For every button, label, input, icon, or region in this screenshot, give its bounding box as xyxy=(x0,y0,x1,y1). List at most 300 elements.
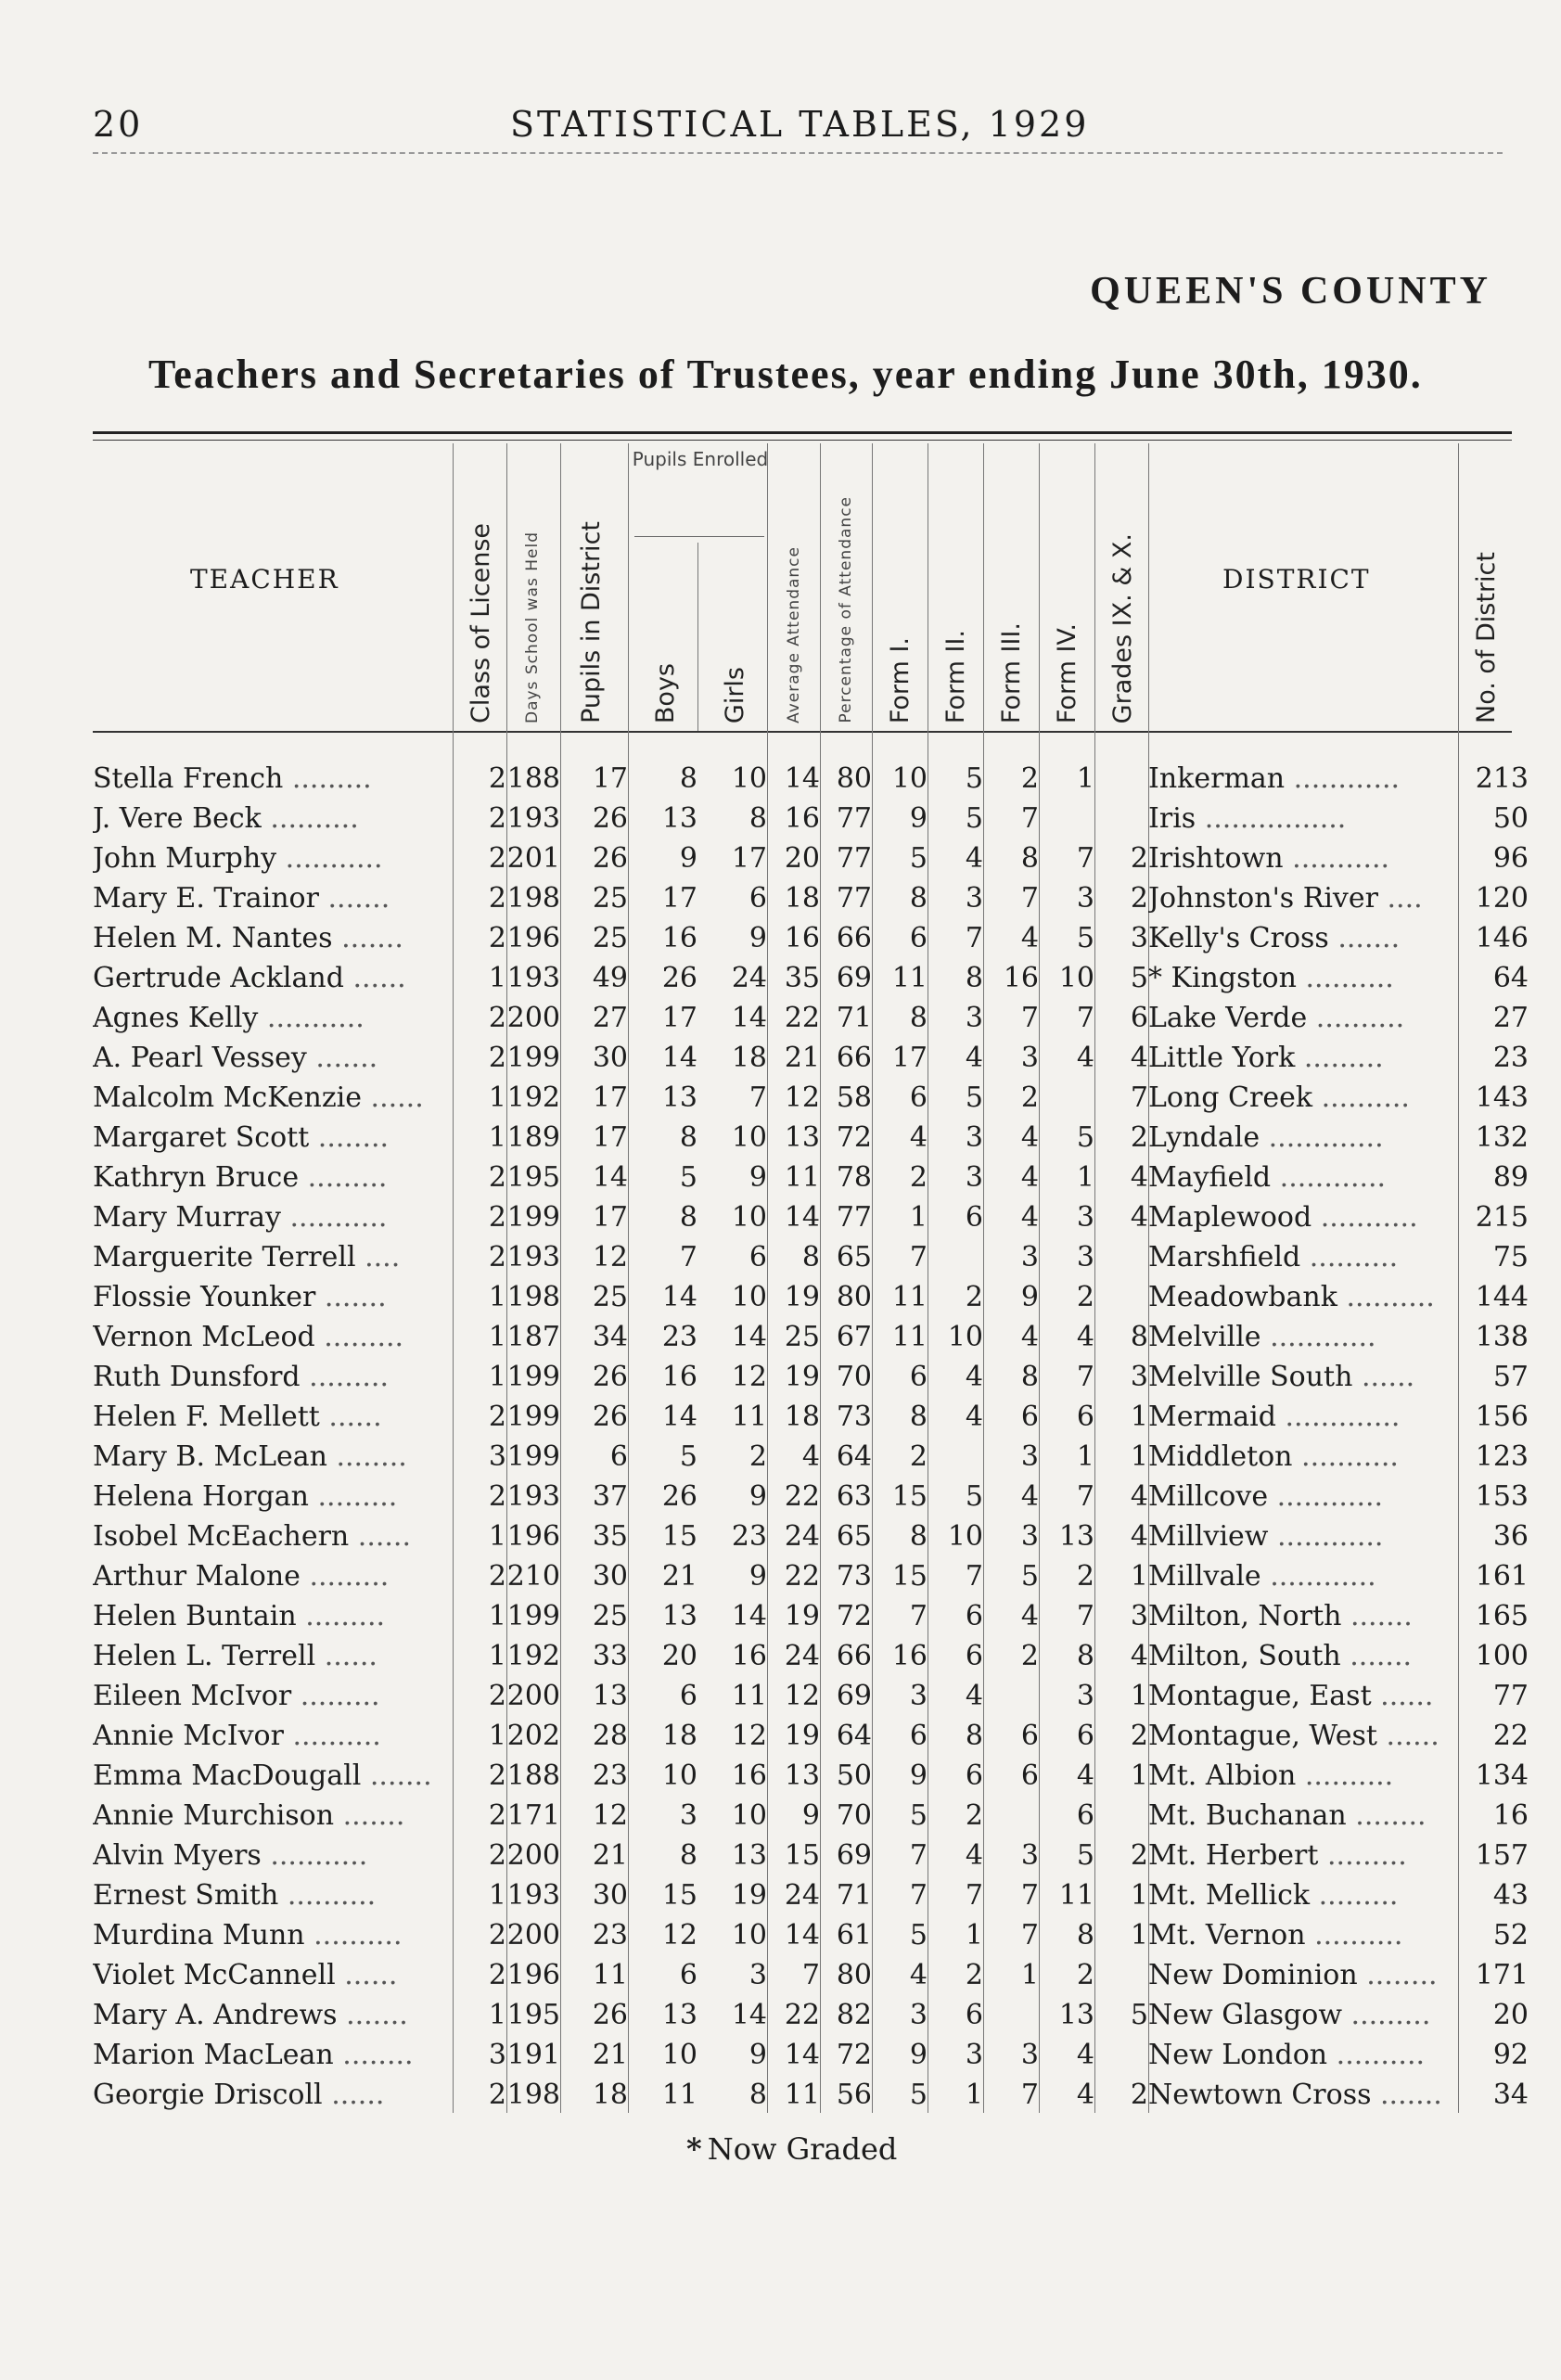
f4-cell: 2 xyxy=(1076,1560,1094,1593)
f2-cell: 2 xyxy=(965,1959,983,1991)
district-number-cell: 89 xyxy=(1492,1161,1529,1194)
pupils-cell: 17 xyxy=(592,1121,628,1154)
leader-dots: ...... xyxy=(362,1081,424,1114)
f4-cell: 5 xyxy=(1076,1121,1094,1154)
pct-cell: 72 xyxy=(836,1121,872,1154)
gr-cell: 1 xyxy=(1130,1919,1148,1951)
table-row xyxy=(93,1756,1529,1796)
gr-cell xyxy=(1094,799,1148,838)
leader-dots: .... xyxy=(1377,882,1423,915)
f2-cell: 5 xyxy=(965,1480,983,1513)
avg-cell: 16 xyxy=(784,922,820,954)
boys-cell: 21 xyxy=(661,1560,697,1593)
days-cell: 198 xyxy=(506,1281,560,1313)
pupils-cell: 26 xyxy=(592,1999,628,2031)
boys-cell: 8 xyxy=(679,1121,697,1154)
leader-dots: .......... xyxy=(1307,1002,1405,1034)
district-name: Melville xyxy=(1148,1321,1261,1353)
district-cell xyxy=(1148,1995,1473,2035)
f3-cell: 6 xyxy=(1020,1401,1039,1433)
f2-cell: 2 xyxy=(965,1281,983,1313)
cls-cell: 2 xyxy=(488,1480,506,1513)
teacher-cell xyxy=(93,1596,453,1636)
district-number-cell: 171 xyxy=(1475,1959,1529,1991)
district-cell xyxy=(1148,1796,1473,1836)
teacher-cell xyxy=(93,1118,453,1158)
leader-dots: ......... xyxy=(299,1161,388,1194)
col-header-days-held: Days School was Held xyxy=(522,531,542,723)
leader-dots: ........... xyxy=(280,1201,388,1234)
days-cell: 193 xyxy=(506,1879,560,1912)
boys-cell: 13 xyxy=(661,1081,697,1114)
f3-cell: 8 xyxy=(1020,1361,1039,1393)
leader-dots: .......... xyxy=(283,1720,381,1752)
district-name: New Dominion xyxy=(1148,1959,1358,1991)
pct-cell: 65 xyxy=(836,1520,872,1553)
table-top-rule xyxy=(93,431,1512,434)
pct-cell: 65 xyxy=(836,1241,872,1273)
cls-cell: 1 xyxy=(488,1520,506,1553)
leader-dots: ........... xyxy=(261,1839,368,1872)
district-name: Milton, South xyxy=(1148,1640,1341,1672)
days-cell: 192 xyxy=(506,1081,560,1114)
girls-cell: 6 xyxy=(749,882,767,915)
gr-cell: 1 xyxy=(1130,1879,1148,1912)
district-cell xyxy=(1148,1197,1473,1237)
teacher-cell xyxy=(93,1158,453,1197)
f4-cell: 4 xyxy=(1076,1321,1094,1353)
table-row xyxy=(93,1796,1529,1836)
f2-cell xyxy=(928,1437,983,1477)
boys-cell: 26 xyxy=(661,962,697,994)
district-name: Kelly's Cross xyxy=(1148,922,1329,954)
teacher-cell xyxy=(93,2035,453,2075)
pct-cell: 50 xyxy=(836,1759,872,1792)
gr-cell: 5 xyxy=(1130,962,1148,994)
f3-cell: 7 xyxy=(1020,1879,1039,1912)
girls-cell: 9 xyxy=(749,2039,767,2071)
leader-dots: ......... xyxy=(296,1600,386,1632)
table-row xyxy=(93,1556,1529,1596)
teacher-name: Mary Murray xyxy=(93,1201,281,1234)
leader-dots: ......... xyxy=(283,762,372,795)
leader-dots: ......... xyxy=(1310,1879,1399,1912)
avg-cell: 9 xyxy=(801,1799,820,1832)
boys-cell: 17 xyxy=(661,882,697,915)
days-cell: 193 xyxy=(506,1241,560,1273)
boys-cell: 6 xyxy=(679,1959,697,1991)
district-number-cell: 36 xyxy=(1492,1520,1529,1553)
table-row xyxy=(93,838,1529,878)
pupils-cell: 6 xyxy=(609,1440,628,1473)
table-row xyxy=(93,1357,1529,1397)
pupils-cell: 26 xyxy=(592,842,628,875)
district-name: Montague, East xyxy=(1148,1680,1372,1712)
district-cell xyxy=(1148,2035,1473,2075)
leader-dots: ........... xyxy=(1311,1201,1418,1234)
gr-cell: 2 xyxy=(1130,1720,1148,1752)
district-name: Iris xyxy=(1148,802,1196,835)
teacher-name: Ruth Dunsford xyxy=(93,1361,301,1393)
teacher-cell xyxy=(93,1636,453,1676)
district-cell xyxy=(1148,1437,1473,1477)
gr-cell: 4 xyxy=(1130,1520,1148,1553)
f1-cell: 5 xyxy=(909,2079,928,2111)
pct-cell: 80 xyxy=(836,1281,872,1313)
avg-cell: 18 xyxy=(784,1401,820,1433)
f2-cell: 6 xyxy=(965,1201,983,1234)
pupils-cell: 49 xyxy=(592,962,628,994)
gr-cell: 5 xyxy=(1130,1999,1148,2031)
days-cell: 198 xyxy=(506,2079,560,2111)
teacher-name: Vernon McLeod xyxy=(93,1321,315,1353)
girls-cell: 24 xyxy=(731,962,767,994)
f2-cell: 10 xyxy=(947,1321,983,1353)
district-name: Montague, West xyxy=(1148,1720,1377,1752)
avg-cell: 8 xyxy=(801,1241,820,1273)
district-number-cell: 123 xyxy=(1475,1440,1529,1473)
district-cell xyxy=(1148,1477,1473,1516)
f1-cell: 7 xyxy=(909,1879,928,1912)
f4-cell: 5 xyxy=(1076,922,1094,954)
district-name: New Glasgow xyxy=(1148,1999,1343,2031)
avg-cell: 11 xyxy=(784,1161,820,1194)
leader-dots: ............ xyxy=(1260,1560,1376,1593)
leader-dots: ........ xyxy=(333,2039,414,2071)
cls-cell: 1 xyxy=(488,1640,506,1672)
col-header-class-of-license: Class of License xyxy=(466,522,495,723)
pct-cell: 80 xyxy=(836,1959,872,1991)
teacher-cell xyxy=(93,1915,453,1955)
boys-cell: 13 xyxy=(661,802,697,835)
table-row xyxy=(93,1197,1529,1237)
f4-cell: 1 xyxy=(1076,1440,1094,1473)
girls-cell: 19 xyxy=(731,1879,767,1912)
teacher-cell xyxy=(93,2075,453,2115)
leader-dots: .......... xyxy=(278,1879,377,1912)
f3-cell: 9 xyxy=(1020,1281,1039,1313)
teacher-name: Helena Horgan xyxy=(93,1480,309,1513)
pupils-cell: 25 xyxy=(592,922,628,954)
district-cell xyxy=(1148,1158,1473,1197)
avg-cell: 19 xyxy=(784,1600,820,1632)
f4-cell: 2 xyxy=(1076,1281,1094,1313)
district-name: Long Creek xyxy=(1148,1081,1313,1114)
boys-cell: 8 xyxy=(679,1839,697,1872)
girls-cell: 9 xyxy=(749,1161,767,1194)
leader-dots: ........ xyxy=(309,1121,390,1154)
f3-cell: 3 xyxy=(1020,1440,1039,1473)
f1-cell: 10 xyxy=(891,762,928,795)
avg-cell: 24 xyxy=(784,1640,820,1672)
district-number-cell: 20 xyxy=(1492,1999,1529,2031)
district-name: * Kingston xyxy=(1148,962,1297,994)
cls-cell: 1 xyxy=(488,1121,506,1154)
girls-cell: 10 xyxy=(731,1799,767,1832)
f4-cell: 6 xyxy=(1076,1401,1094,1433)
district-number-cell: 161 xyxy=(1475,1560,1529,1593)
leader-dots: .......... xyxy=(1312,1081,1410,1114)
days-cell: 192 xyxy=(506,1640,560,1672)
days-cell: 198 xyxy=(506,882,560,915)
f3-cell: 2 xyxy=(1020,1640,1039,1672)
pupils-cell: 26 xyxy=(592,1401,628,1433)
f2-cell: 3 xyxy=(965,2039,983,2071)
f4-cell: 4 xyxy=(1076,1042,1094,1074)
district-number-cell: 77 xyxy=(1492,1680,1529,1712)
district-number-cell: 213 xyxy=(1475,762,1529,795)
f2-cell: 4 xyxy=(965,1680,983,1712)
avg-cell: 24 xyxy=(784,1879,820,1912)
teacher-name: Helen Buntain xyxy=(93,1600,297,1632)
f3-cell: 5 xyxy=(1020,1560,1039,1593)
days-cell: 201 xyxy=(506,842,560,875)
leader-dots: ............. xyxy=(1260,1121,1384,1154)
f4-cell: 3 xyxy=(1076,1241,1094,1273)
district-cell xyxy=(1148,1875,1473,1915)
gr-cell xyxy=(1094,1277,1148,1317)
cls-cell: 1 xyxy=(488,962,506,994)
cls-cell: 2 xyxy=(488,1560,506,1593)
leader-dots: ........ xyxy=(1357,1959,1438,1991)
cls-cell: 1 xyxy=(488,1081,506,1114)
table-row xyxy=(93,958,1529,998)
girls-cell: 18 xyxy=(731,1042,767,1074)
district-name: Millvale xyxy=(1148,1560,1261,1593)
avg-cell: 24 xyxy=(784,1520,820,1553)
teacher-name: Helen M. Nantes xyxy=(93,922,333,954)
pupils-cell: 23 xyxy=(592,1759,628,1792)
leader-dots: ...... xyxy=(335,1959,398,1991)
leader-dots: ............ xyxy=(1268,1520,1384,1553)
table-row xyxy=(93,1716,1529,1756)
district-cell xyxy=(1148,1317,1473,1357)
district-name: Lake Verde xyxy=(1148,1002,1308,1034)
f1-cell: 7 xyxy=(909,1839,928,1872)
district-number-cell: 50 xyxy=(1492,802,1529,835)
boys-cell: 15 xyxy=(661,1520,697,1553)
f4-cell: 1 xyxy=(1076,762,1094,795)
district-name: Newtown Cross xyxy=(1148,2079,1372,2111)
boys-cell: 3 xyxy=(679,1799,697,1832)
pupils-cell: 33 xyxy=(592,1640,628,1672)
district-name: Meadowbank xyxy=(1148,1281,1337,1313)
girls-cell: 16 xyxy=(731,1759,767,1792)
f3-cell: 7 xyxy=(1020,802,1039,835)
header-bottom-rule xyxy=(93,731,1512,733)
cls-cell: 1 xyxy=(488,1999,506,2031)
pct-cell: 73 xyxy=(836,1560,872,1593)
cls-cell: 2 xyxy=(488,922,506,954)
boys-cell: 12 xyxy=(661,1919,697,1951)
pct-cell: 64 xyxy=(836,1440,872,1473)
teacher-name: Stella French xyxy=(93,762,284,795)
leader-dots: .......... xyxy=(1305,1919,1403,1951)
f2-cell: 3 xyxy=(965,1121,983,1154)
teacher-name: Marion MacLean xyxy=(93,2039,334,2071)
boys-cell: 16 xyxy=(661,922,697,954)
pupils-cell: 25 xyxy=(592,882,628,915)
f3-cell xyxy=(983,1676,1039,1716)
leader-dots: ...... xyxy=(315,1640,377,1672)
pupils-cell: 17 xyxy=(592,1081,628,1114)
boys-cell: 13 xyxy=(661,1600,697,1632)
teacher-cell xyxy=(93,1197,453,1237)
leader-dots: ...... xyxy=(319,1401,382,1433)
avg-cell: 18 xyxy=(784,882,820,915)
pupils-cell: 25 xyxy=(592,1600,628,1632)
gr-cell xyxy=(1094,2035,1148,2075)
teacher-cell xyxy=(93,1038,453,1078)
teacher-cell xyxy=(93,1955,453,1995)
girls-cell: 14 xyxy=(731,1321,767,1353)
running-head xyxy=(93,104,1484,150)
gr-cell: 4 xyxy=(1130,1201,1148,1234)
f4-cell: 11 xyxy=(1058,1879,1094,1912)
teacher-name: Gertrude Ackland xyxy=(93,962,344,994)
pct-cell: 77 xyxy=(836,842,872,875)
leader-dots: ...... xyxy=(343,962,406,994)
pupils-enrolled-rule xyxy=(634,536,764,537)
f2-cell: 8 xyxy=(965,1720,983,1752)
district-number-cell: 165 xyxy=(1475,1600,1529,1632)
teacher-name: Flossie Younker xyxy=(93,1281,316,1313)
gr-cell: 6 xyxy=(1130,1002,1148,1034)
pupils-cell: 27 xyxy=(592,1002,628,1034)
f3-cell xyxy=(983,1796,1039,1836)
table-row xyxy=(93,918,1529,958)
pct-cell: 61 xyxy=(836,1919,872,1951)
district-name: Johnston's River xyxy=(1148,882,1378,915)
col-header-girls: Girls xyxy=(721,666,749,723)
days-cell: 199 xyxy=(506,1042,560,1074)
leader-dots: ............ xyxy=(1285,762,1401,795)
pct-cell: 56 xyxy=(836,2079,872,2111)
girls-cell: 14 xyxy=(731,1002,767,1034)
table-row xyxy=(93,1038,1529,1078)
table-row xyxy=(93,1676,1529,1716)
pupils-cell: 12 xyxy=(592,1799,628,1832)
district-name: Millcove xyxy=(1148,1480,1269,1513)
f3-cell: 4 xyxy=(1020,1600,1039,1632)
teacher-name: A. Pearl Vessey xyxy=(93,1042,307,1074)
boys-cell: 5 xyxy=(679,1161,697,1194)
leader-dots: ....... xyxy=(334,1799,405,1832)
f1-cell: 5 xyxy=(909,842,928,875)
f1-cell: 5 xyxy=(909,1919,928,1951)
cls-cell: 2 xyxy=(488,1799,506,1832)
teacher-name: Emma MacDougall xyxy=(93,1759,362,1792)
district-number-cell: 144 xyxy=(1475,1281,1529,1313)
leader-dots: ...... xyxy=(1371,1680,1434,1712)
cls-cell: 1 xyxy=(488,1600,506,1632)
pct-cell: 67 xyxy=(836,1321,872,1353)
days-cell: 200 xyxy=(506,1919,560,1951)
f2-cell: 4 xyxy=(965,1042,983,1074)
f2-cell: 1 xyxy=(965,2079,983,2111)
leader-dots: ....... xyxy=(337,1999,408,2031)
table-row xyxy=(93,1955,1529,1995)
teachers-table xyxy=(93,759,1529,2115)
boys-cell: 20 xyxy=(661,1640,697,1672)
f1-cell: 8 xyxy=(909,1401,928,1433)
gr-cell: 4 xyxy=(1130,1042,1148,1074)
leader-dots: .......... xyxy=(1296,1759,1394,1792)
f1-cell: 3 xyxy=(909,1999,928,2031)
pct-cell: 80 xyxy=(836,762,872,795)
district-cell xyxy=(1148,1636,1473,1676)
f1-cell: 6 xyxy=(909,1720,928,1752)
teacher-cell xyxy=(93,1437,453,1477)
cls-cell: 2 xyxy=(488,802,506,835)
f3-cell: 4 xyxy=(1020,1161,1039,1194)
district-name: Irishtown xyxy=(1148,842,1284,875)
pupils-cell: 21 xyxy=(592,2039,628,2071)
leader-dots: ....... xyxy=(1328,922,1401,954)
f4-cell: 8 xyxy=(1076,1919,1094,1951)
f1-cell: 4 xyxy=(909,1121,928,1154)
f3-cell: 3 xyxy=(1020,1839,1039,1872)
f3-cell: 4 xyxy=(1020,1121,1039,1154)
teacher-name: Ernest Smith xyxy=(93,1879,279,1912)
cls-cell: 1 xyxy=(488,1321,506,1353)
f3-cell: 8 xyxy=(1020,842,1039,875)
days-cell: 199 xyxy=(506,1361,560,1393)
days-cell: 188 xyxy=(506,1759,560,1792)
f3-cell: 16 xyxy=(1003,962,1039,994)
pct-cell: 63 xyxy=(836,1480,872,1513)
f3-cell: 2 xyxy=(1020,1081,1039,1114)
district-name: Mt. Albion xyxy=(1148,1759,1297,1792)
district-cell xyxy=(1148,1676,1473,1716)
boys-cell: 8 xyxy=(679,1201,697,1234)
table-row xyxy=(93,878,1529,918)
pct-cell: 58 xyxy=(836,1081,872,1114)
district-cell xyxy=(1148,2075,1473,2115)
cls-cell: 2 xyxy=(488,1919,506,1951)
avg-cell: 22 xyxy=(784,1480,820,1513)
district-name: Maplewood xyxy=(1148,1201,1312,1234)
district-cell xyxy=(1148,1237,1473,1277)
leader-dots: ............ xyxy=(1271,1161,1387,1194)
f4-cell: 13 xyxy=(1058,1999,1094,2031)
avg-cell: 22 xyxy=(784,1560,820,1593)
teacher-cell xyxy=(93,1516,453,1556)
teacher-cell xyxy=(93,1676,453,1716)
district-cell xyxy=(1148,1955,1473,1995)
f3-cell: 7 xyxy=(1020,2079,1039,2111)
page-subtitle: Teachers and Secretaries of Trustees, year ending June 30th, 1930. xyxy=(148,352,1423,397)
teacher-cell xyxy=(93,918,453,958)
teacher-cell xyxy=(93,838,453,878)
boys-cell: 26 xyxy=(661,1480,697,1513)
gr-cell: 2 xyxy=(1130,882,1148,915)
avg-cell: 12 xyxy=(784,1680,820,1712)
days-cell: 171 xyxy=(506,1799,560,1832)
district-cell xyxy=(1148,799,1473,838)
boys-cell: 6 xyxy=(679,1680,697,1712)
leader-dots: ......... xyxy=(1318,1839,1407,1872)
teacher-name: Murdina Munn xyxy=(93,1919,305,1951)
f1-cell: 8 xyxy=(909,1002,928,1034)
pupils-cell: 18 xyxy=(592,2079,628,2111)
table-row xyxy=(93,1277,1529,1317)
table-row xyxy=(93,1516,1529,1556)
f1-cell: 8 xyxy=(909,1520,928,1553)
leader-dots: ........... xyxy=(1292,1440,1399,1473)
cls-cell: 2 xyxy=(488,1161,506,1194)
district-number-cell: 57 xyxy=(1492,1361,1529,1393)
